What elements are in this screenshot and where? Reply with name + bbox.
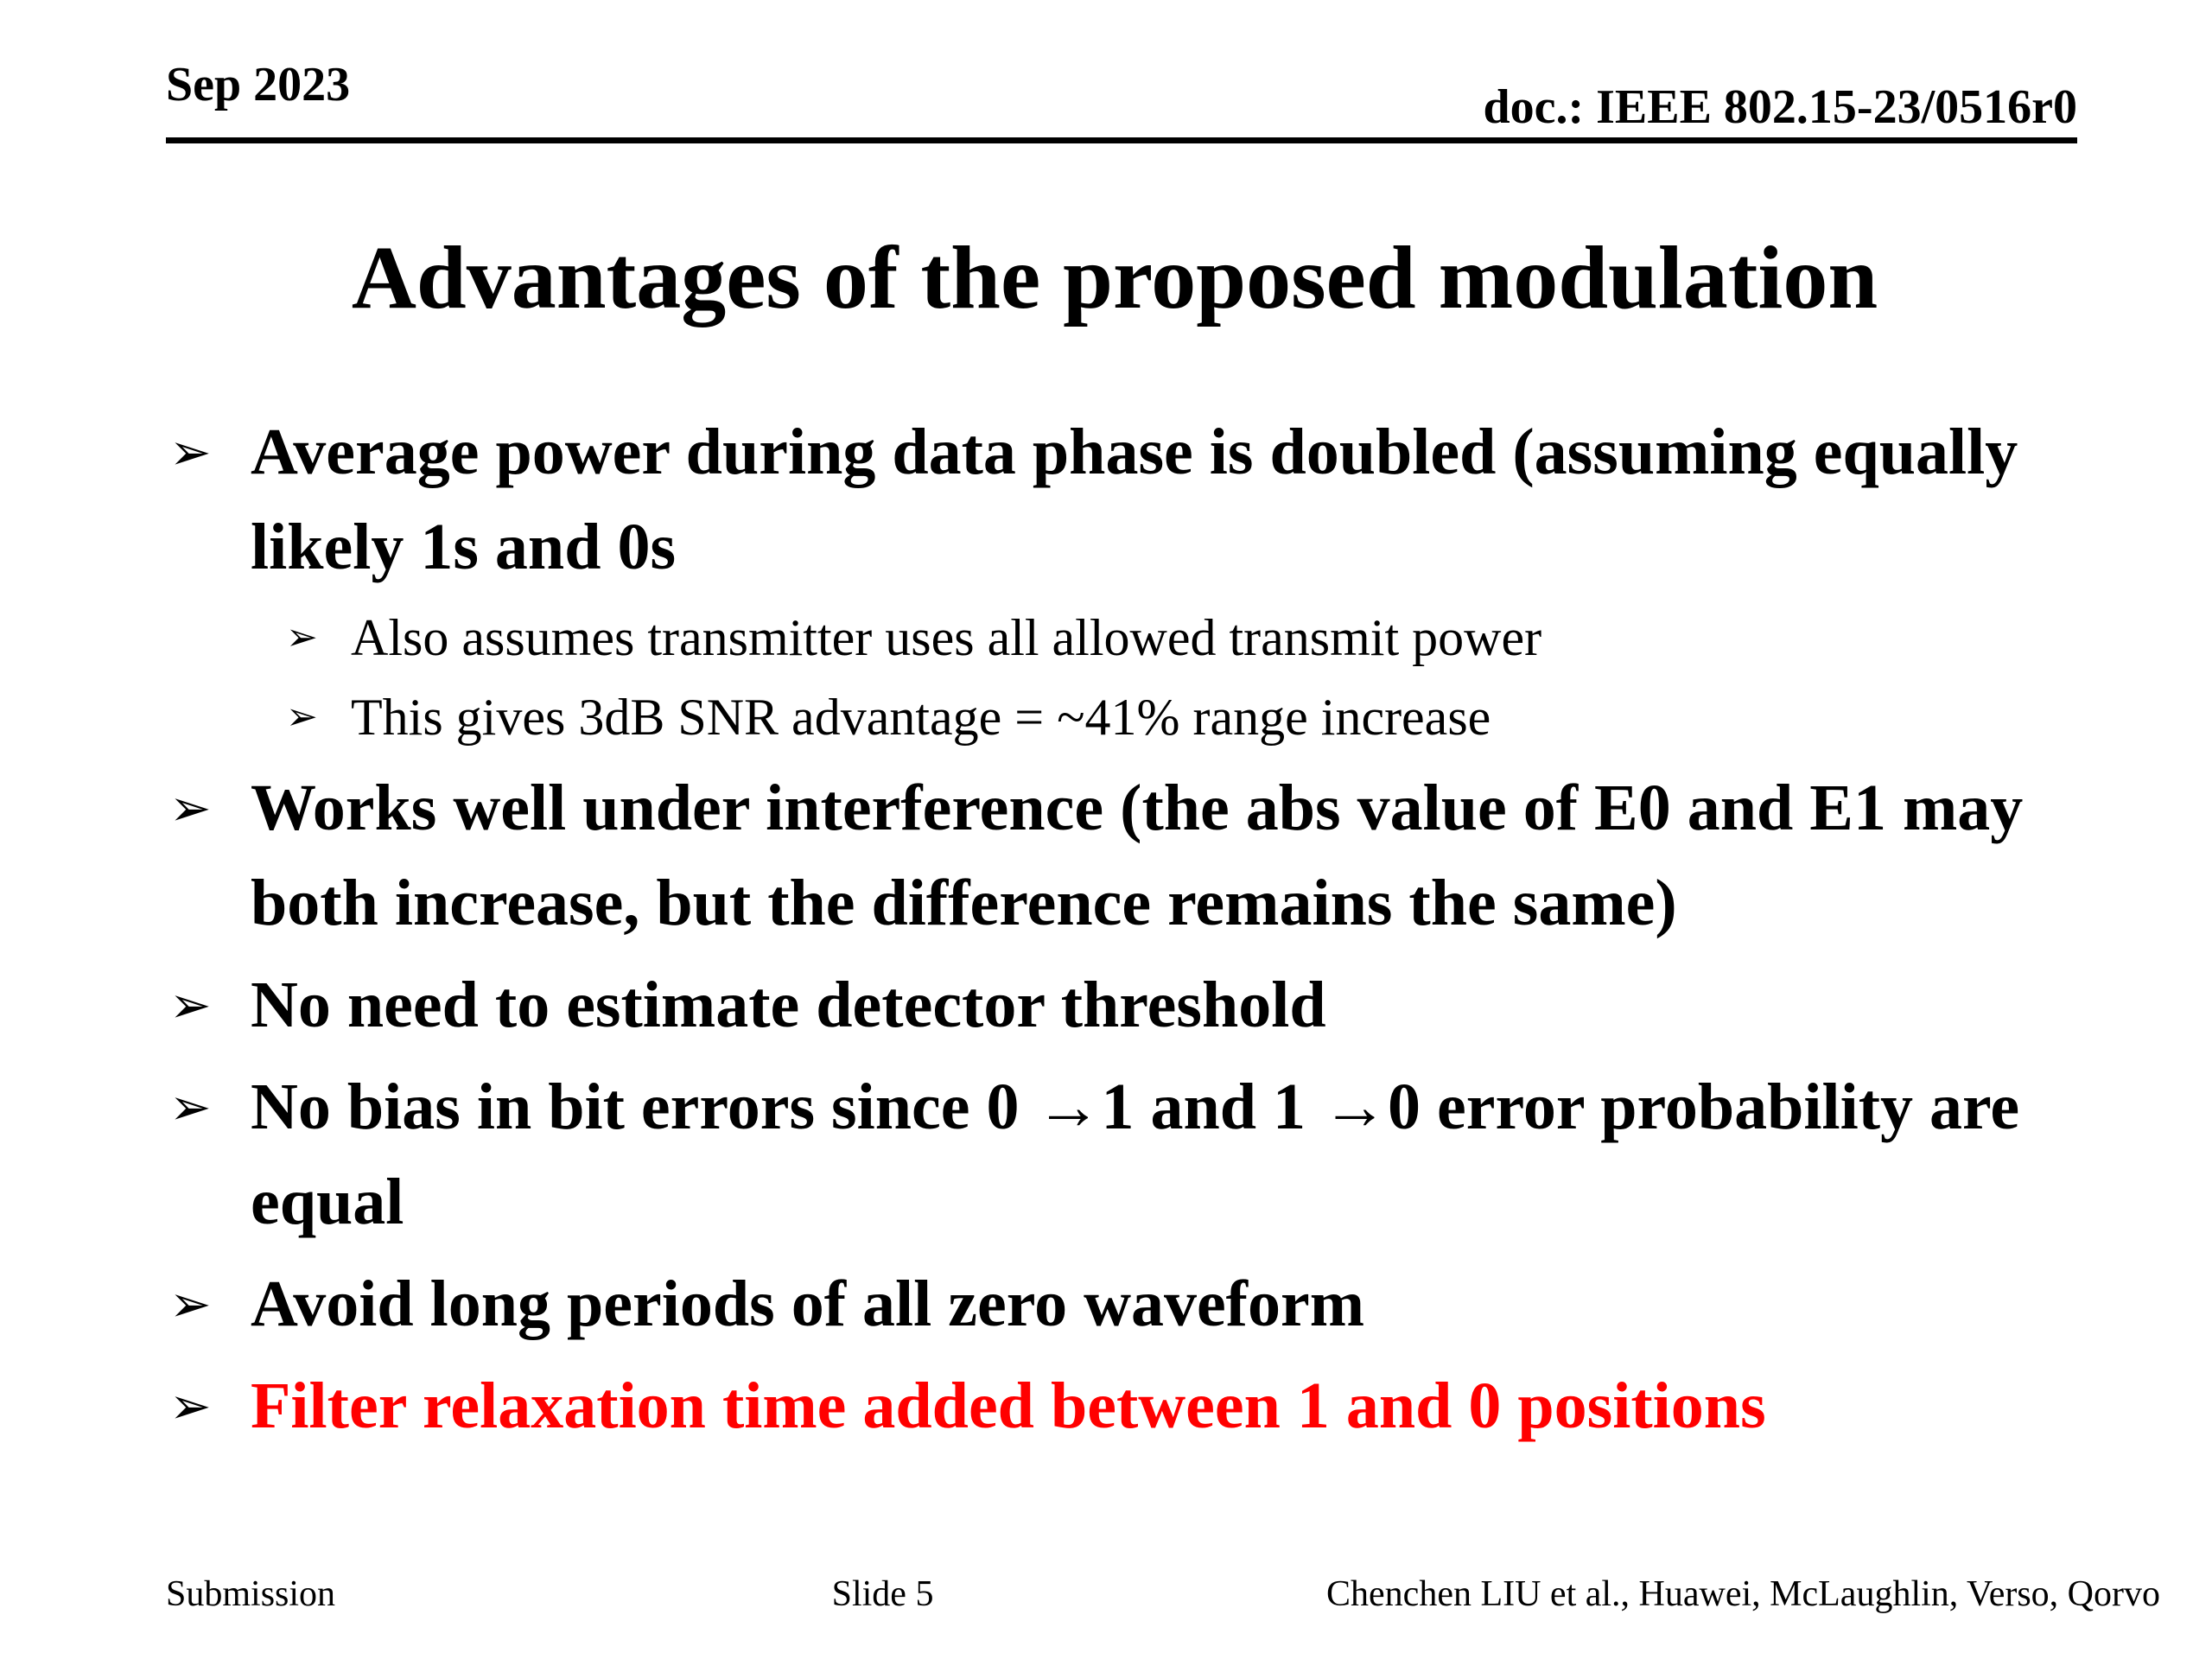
bullet-arrow-icon: ➢ [286,695,318,739]
slide-title: Advantages of the proposed modulation [351,228,1878,327]
bullet-item [286,681,2157,753]
bullet-text: Average power during data phase is doubled (assuming equally likely 1s and 0s [251,416,2018,583]
bullet-text: Filter relaxation time added between 1 and 0 positions [251,1370,1766,1442]
bullet-arrow-icon: ➢ [169,1376,212,1435]
bullet-text: Works well under interference (the abs value of E0 and E1 may both increase, but the difference remains the same) [251,772,2024,939]
bullet-text: Also assumes transmitter uses all allowed transmit power [351,609,1542,666]
slide-footer [166,1573,2160,1616]
bullet-arrow-icon: ➢ [169,423,212,481]
bullet-arrow-icon: ➢ [169,976,212,1034]
bullet-list [169,404,2157,1460]
bullet-arrow-icon: ➢ [169,1077,212,1136]
bullet-text: No bias in bit errors since 0 →1 and 1 →0 error probability are equal [251,1071,2020,1238]
bullet-text: No need to estimate detector threshold [251,969,1326,1041]
bullet-item [169,404,2157,594]
bullet-arrow-icon: ➢ [169,1274,212,1333]
bullet-item [169,760,2157,950]
bullet-item [169,1256,2157,1351]
footer-authors: Chenchen LIU et al., Huawei, McLaughlin, Verso, Qorvo [1326,1574,2160,1614]
bullet-arrow-icon: ➢ [169,779,212,837]
bullet-item [286,601,2157,674]
header-doc-number: doc.: IEEE 802.15-23/0516r0 [1483,80,2077,135]
bullet-item [169,1358,2157,1453]
bullet-item [169,1059,2157,1249]
bullet-text: This gives 3dB SNR advantage = ~41% range increase [351,689,1491,746]
header-date: Sep 2023 [166,58,351,111]
slide-header [166,60,2077,143]
footer-slide-number: Slide 5 [831,1574,934,1614]
footer-submission-label: Submission [166,1574,336,1614]
bullet-arrow-icon: ➢ [286,615,318,659]
bullet-item [169,957,2157,1052]
bullet-text: Avoid long periods of all zero waveform [251,1268,1365,1340]
